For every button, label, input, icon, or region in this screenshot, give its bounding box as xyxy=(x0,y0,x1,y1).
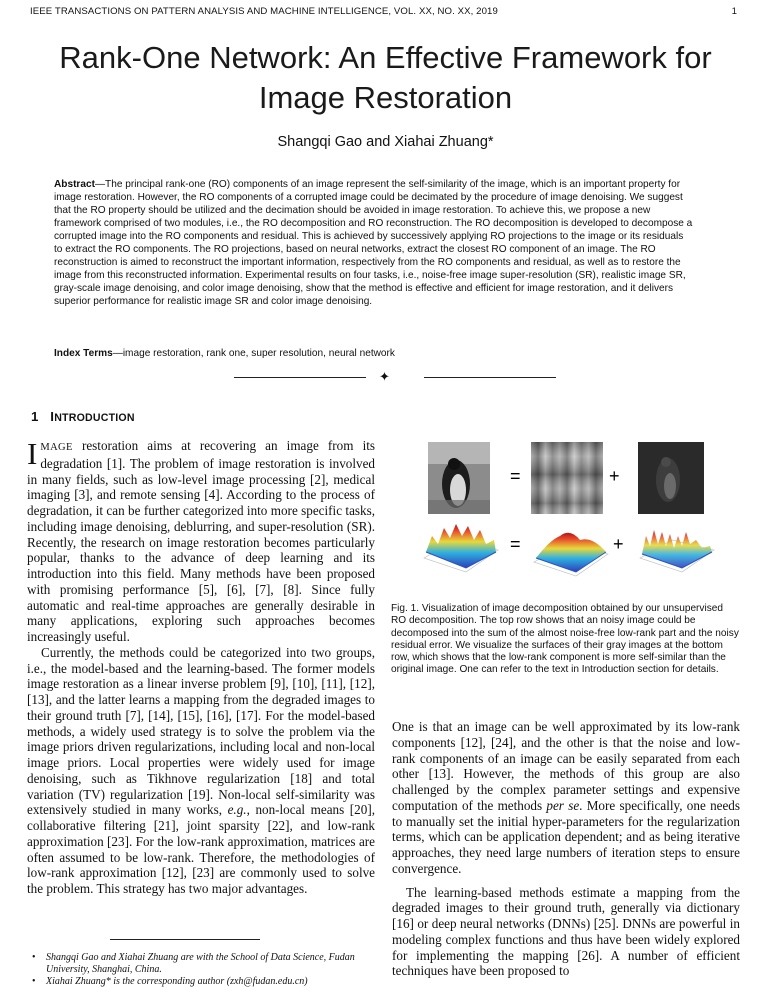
abstract-label: Abstract xyxy=(54,179,95,190)
low-rank-image xyxy=(531,442,603,514)
authors: Shangqi Gao and Xiahai Zhuang* xyxy=(277,134,494,150)
paragraph xyxy=(27,645,375,897)
drop-cap: I xyxy=(27,436,38,471)
running-header: IEEE TRANSACTIONS ON PATTERN ANALYSIS AND MACHINE INTELLIGENCE, VOL. XX, NO. XX, 2019 xyxy=(30,6,498,17)
decomposition-figure xyxy=(410,440,740,600)
paragraph-text: restoration aims at recovering an image from its degradation [1]. The problem of image restoration is involved in many fields, such as low-level image processing [2], medical imaging [3], and remote sensing [4]. According to the process of degradation, it can be further categorized into more specific tasks, including image denoising, deblurring, and super-resolution (SR). Recently, the research on image restoration becomes particularly popular, thanks to the advance of deep learning and its introduction into this field. Many methods have been proposed with promising performance [5], [6], [7], [8]. Since fully automatic and real-time approaches are generally desirable in many applications, exploring such approaches becomes increasingly useful. xyxy=(27,438,375,644)
index-terms: Index Terms—image restoration, rank one, super resolution, neural network xyxy=(54,348,395,359)
low-rank-surface-plot xyxy=(534,533,608,576)
emphasis: e.g. xyxy=(227,802,247,818)
footnotes xyxy=(32,952,382,988)
right-column xyxy=(392,719,740,979)
index-terms-text: image restoration, rank one, super resolution, neural network xyxy=(122,348,395,359)
section-initial: I xyxy=(50,409,55,424)
paragraph-text: . More specifically, one needs to manually set the initial hyper-parameters for the regularization terms, which can be application dependent; and as being iterative approaches, they need large numbers of iteration steps to ensure convergence. xyxy=(392,797,740,876)
abstract: Abstract—The principal rank-one (RO) components of an image represent the self-similarity of the image, which is an important property for image restoration. However, the RO components of a corrupted image could be decimated by the procedure of image denoising. We suggest that the RO property should be utilized and the decimation should be avoided in image restoration. To achieve this, we propose a new framework comprised of two modules, i.e., the RO decomposition and RO reconstruction. The RO decomposition is developed to decompose a corrupted image into the RO components and residual. This is achieved by successively applying RO projections to the image or its residuals to extract the RO components. The RO projections, based on neural networks, extract the closest RO component of an image. The RO reconstruction is aimed to reconstruct the important information, respectively from the RO components and residual, as well as to restore the image from this reconstructed information. Experimental results on four tasks, i.e., noise-free image super-resolution (SR), realistic image SR, gray-scale image denoising, and color image denoising, show that the method is effective and efficient for image restoration, and it delivers superior performance for realistic image SR and color image denoising. xyxy=(54,179,693,307)
section-title-rest: NTRODUCTION xyxy=(54,412,135,424)
section-heading xyxy=(31,409,135,424)
left-column xyxy=(27,438,375,897)
title-line-1: Rank-One Network: An Effective Framework for xyxy=(59,40,712,75)
section-divider xyxy=(234,370,556,386)
figure-1 xyxy=(410,440,740,600)
section-number: 1 xyxy=(31,409,39,424)
title-line-2: Image Restoration xyxy=(258,80,513,115)
abstract-text: The principal rank-one (RO) components of an image represent the self-similarity of the image, which is an important property for image restoration. However, the RO components of a corrupted image could be decimated by the procedure of image denoising. We suggest that the RO property should be utilized and the decimation should be avoided in image restoration. To achieve this, we propose a new framework comprised of two modules, i.e., the RO decomposition and RO reconstruction. The RO decomposition is developed to decompose a corrupted image into the RO components and residual. This is achieved by successively applying RO projections to the image or its residuals to extract the RO components. The RO projections, based on neural networks, extract the closest RO component of an image. The RO reconstruction is aimed to reconstruct the important information, respectively from the RO components and residual, as well as to restore the image from this reconstructed information. Experimental results on four tasks, i.e., noise-free image super-resolution (SR), realistic image SR, gray-scale image denoising, and color image denoising, show that the method is effective and efficient for image restoration, and it delivers superior performance for realistic image SR and color image denoising. xyxy=(54,179,693,307)
index-terms-label: Index Terms xyxy=(54,348,113,359)
paragraph xyxy=(392,719,740,877)
residual-surface-plot xyxy=(640,530,714,572)
page-number: 1 xyxy=(731,6,737,17)
figure-caption: Fig. 1. Visualization of image decomposition obtained by our unsupervised RO decomposition. The top row shows that an noisy image could be decomposed into the sum of the almost noise-free low-rank part and the noisy residual error. We visualize the surfaces of their gray images at the bottom row, which shows that the low-rank component is more self-similar than the original image. One can refer to the text in Introduction section for details. xyxy=(391,603,739,676)
footnote-rule xyxy=(110,939,260,940)
residual-image xyxy=(638,442,704,514)
paragraph-text: One is that an image can be well approximated by its low-rank components [12], [24], and the other is that the noise and low-rank components of an image can be easily separated from each other [13]. However, the methods of this group are also challenged by the complex parameter settings and expensive computation of the methods xyxy=(392,719,740,813)
noisy-image xyxy=(428,442,490,514)
paragraph-text: Currently, the methods could be categorized into two groups, i.e., the model-based and the learning-based. The former models image restoration as a linear inverse problem [9], [10], [11], [12], [13], and the latter learns a mapping from the degraded images to their ground truth [7], [14], [15], [16], [17]. For the model-based methods, a widely used strategy is to solve the problem via the image priors driven regularizations, including local and non-local image priors. Local properties were widely used for image denoising, such as Tikhnove regularization [18] and total variation (TV) regularization [19]. Non-local self-similarity was extensively studied in many works, xyxy=(27,644,375,818)
equals-sign-bottom: = xyxy=(510,534,521,554)
plus-sign-bottom: + xyxy=(613,534,624,554)
plus-sign: + xyxy=(609,466,620,486)
paragraph-text: , non-local means [20], collaborative filtering [21], joint sparsity [22], and low-rank approximation [23]. For the low-rank approximation, matrices are often assumed to be low-rank. Therefore, the methodologies of low-rank approximation [12], [23] are commonly used to solve the problem. This strategy has two major advantages. xyxy=(27,802,375,896)
divider-star-icon: ✦ xyxy=(379,369,390,384)
emphasis: per se xyxy=(546,797,580,813)
paragraph: The learning-based methods estimate a mapping from the degraded images to their ground truth, generally via dictionary [16] or deep neural networks (DNNs) [25]. DNNs are powerful in modeling complex functions and thus have been widely explored for implementing the mapping [26]. A number of efficient techniques have been proposed to xyxy=(392,884,740,979)
opening-word: MAGE xyxy=(40,442,73,453)
noisy-surface-plot xyxy=(424,524,498,572)
equals-sign: = xyxy=(510,466,521,486)
footnote: • Shangqi Gao and Xiahai Zhuang are with the School of Data Science, Fudan University, Shanghai, China. xyxy=(32,952,382,976)
paper-title xyxy=(20,38,751,118)
paragraph xyxy=(27,438,375,645)
footnote: • Xiahai Zhuang* is the corresponding author (zxh@fudan.edu.cn) xyxy=(32,976,382,988)
